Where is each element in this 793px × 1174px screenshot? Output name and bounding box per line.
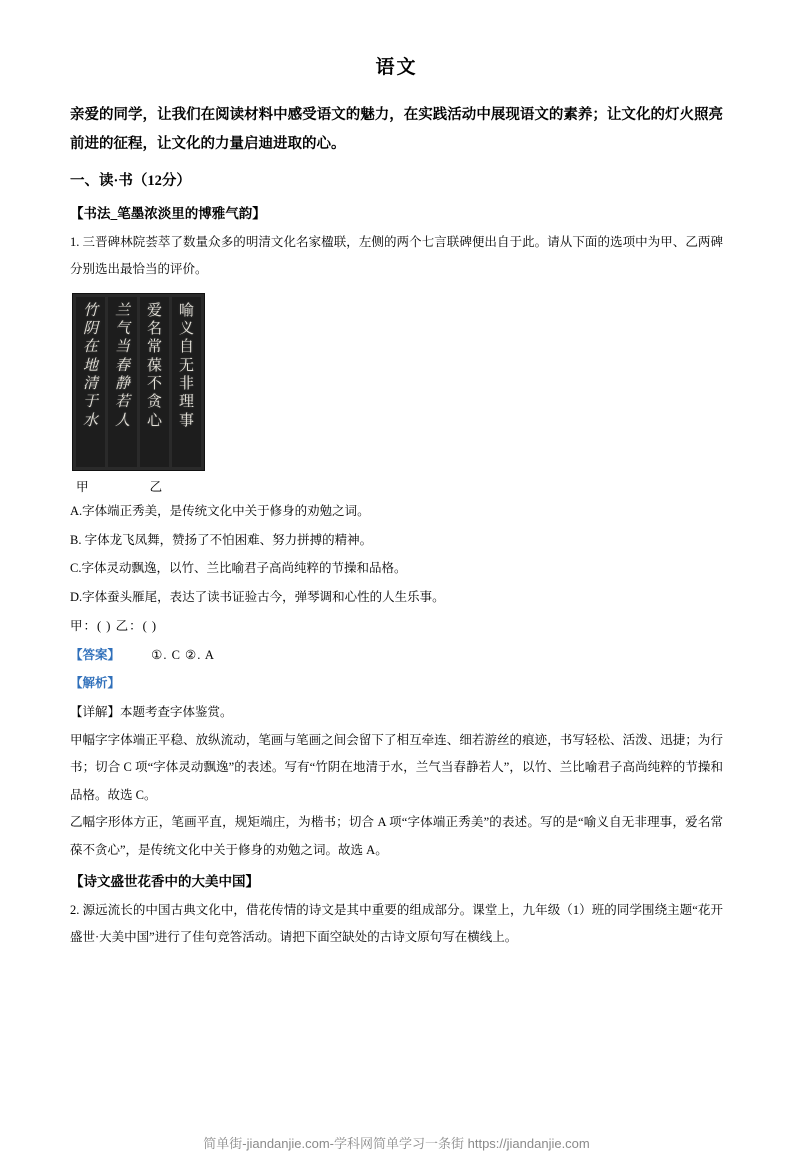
section-heading-one: 一、读·书（12分） — [70, 173, 191, 189]
answer-label: 【答案】 — [70, 647, 121, 662]
option-b: B. 字体龙飞凤舞，赞扬了不怕困难、努力拼搏的精神。 — [70, 532, 373, 547]
lead-paragraph: 亲爱的同学，让我们在阅读材料中感受语文的魅力，在实践活动中展现语文的素养；让文化的灯火照亮前进的征程，让文化的力量启迪进取的心。 — [70, 107, 723, 152]
answer-value: ①. C ②. A — [151, 647, 215, 662]
stele-right: 喻 义 自 无 非 理 事 — [172, 297, 201, 467]
page-title: 语文 — [375, 57, 418, 78]
document-page — [0, 52, 793, 1174]
detail-text: 本题考查字体鉴赏。 — [120, 705, 233, 719]
caption-left: 甲 — [76, 479, 90, 494]
question-1-text: 1. 三晋碑林院荟萃了数量众多的明清文化名家楹联，左侧的两个七言联碑便出自于此。请从下面的选项中为甲、乙两碑分别选出最恰当的评价。 — [70, 235, 723, 276]
option-d: D.字体蚕头雁尾，表达了读书证验古今，弹琴调和心性的人生乐事。 — [70, 590, 445, 604]
detail-row — [70, 698, 723, 727]
answer-blank-line: 甲：( ) 乙：( ) — [70, 618, 158, 633]
stele-left-glyphs: 竹 阴 在 地 清 于 水 — [82, 300, 98, 429]
paragraph-yi: 乙幅字形体方正，笔画平直，规矩端庄，为楷书；切合 A 项“字体端正秀美”的表述。写的是“喻义自无非理事，爱名常葆不贪心”，是传统文化中关于修身的劝勉之词。故选 A。 — [70, 815, 723, 857]
question-2-text: 2. 源远流长的中国古典文化中，借花传情的诗文是其中重要的组成部分。课堂上，九年级（1）班的同学围绕主题“花开盛世·大美中国”进行了佳句竞答活动。请把下面空缺处的古诗文原句写在横线上。 — [70, 903, 723, 945]
analysis-row — [70, 669, 723, 698]
topic-heading-calligraphy: 【书法_笔墨浓淡里的博雅气韵】 — [70, 206, 266, 221]
paragraph-jia: 甲幅字字体端正平稳、放纵流动，笔画与笔画之间会留下了相互牵连、细若游丝的痕迹，书写轻松、活泼、迅捷；为行书；切合 C 项“字体灵动飘逸”的表述。写有“竹阴在地清于水，兰气当春静若人”，以竹、兰比喻君子高尚纯粹的节操和品格。故选 C。 — [70, 732, 723, 802]
option-a: A.字体端正秀美，是传统文化中关于修身的劝勉之词。 — [70, 503, 370, 518]
caption-right: 乙 — [149, 479, 164, 494]
stele-left-second-column: 兰 气 当 春 静 若 人 — [108, 297, 137, 467]
option-c: C.字体灵动飘逸，以竹、兰比喻君子高尚纯粹的节操和品格。 — [70, 561, 407, 576]
stele-couplet-photo — [72, 293, 205, 471]
stele-left — [76, 297, 105, 467]
analysis-label: 【解析】 — [70, 676, 121, 691]
figure-caption — [72, 477, 723, 495]
topic-heading-poetry: 【诗文盛世花香中的大美中国】 — [70, 874, 259, 890]
answer-row — [70, 641, 723, 670]
stele-couplet-figure — [70, 293, 723, 495]
footer-watermark: 简单街-jiandanjie.com-学科网简单学习一条街 https://jiandanjie.com — [203, 1136, 590, 1151]
detail-label: 【详解】 — [70, 705, 121, 719]
stele-right-first-column: 爱 名 常 葆 不 贪 心 — [140, 297, 169, 467]
